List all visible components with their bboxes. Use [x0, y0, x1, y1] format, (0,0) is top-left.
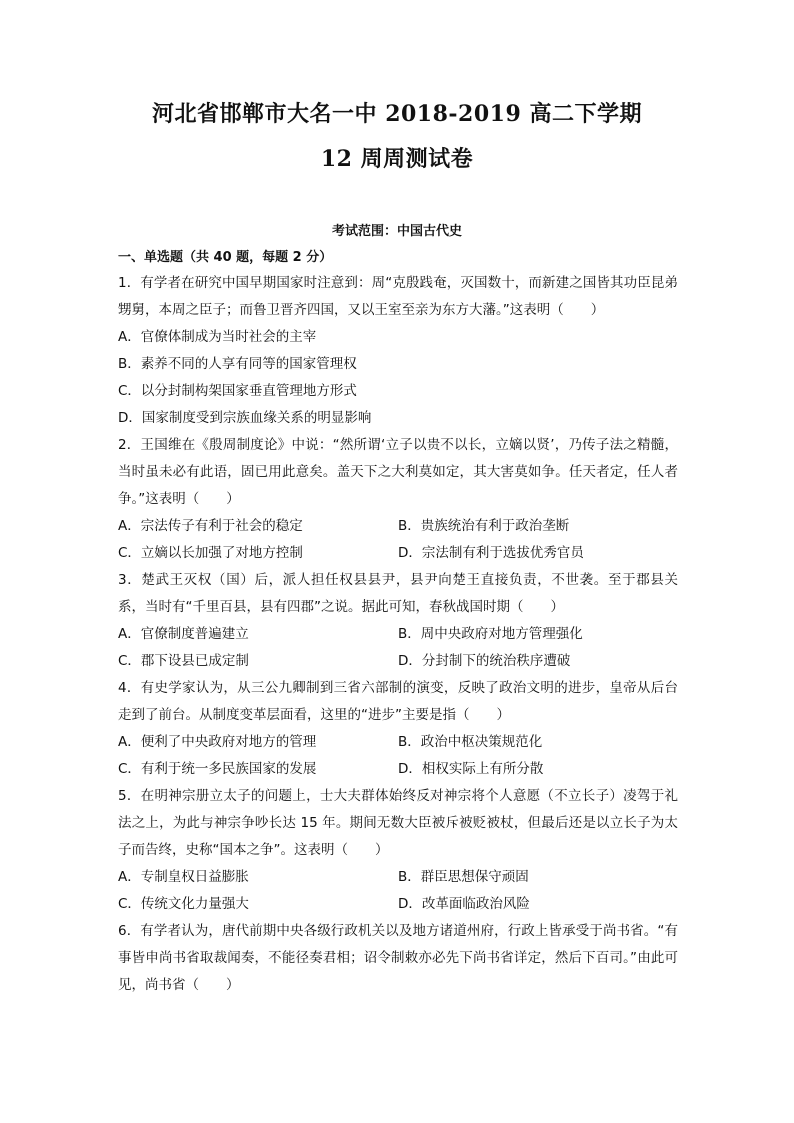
question-5 — [118, 783, 678, 918]
option-row — [118, 756, 678, 783]
option-b: B．群臣思想保守顽固 — [398, 869, 529, 885]
question-1 — [118, 270, 678, 432]
exam-title-line1: 河北省邯郸市大名一中 2018-2019 高二下学期 — [152, 101, 642, 127]
option-row — [118, 648, 678, 675]
option-d: D．宗法制有利于选拔优秀官员 — [398, 545, 584, 561]
question-stem: 2．王国维在《殷周制度论》中说：“然所谓‘立子以贵不以长，立嫡以贤’，乃传子法之精髓，当时虽未必有此语，固已用此意矣。盖天下之大利莫如定，其大害莫如争。任天者定，任人者争。”这表明（ ） — [118, 437, 678, 507]
exam-scope: 考试范围：中国古代史 — [331, 224, 462, 239]
option-a: A．便利了中央政府对地方的管理 — [118, 734, 317, 750]
exam-title-line2: 12 周周测试卷 — [320, 146, 474, 172]
question-6 — [118, 918, 678, 999]
option-c: C．郡下设县已成定制 — [118, 653, 249, 669]
section-heading: 一、单选题（共 40 题，每题 2 分） — [118, 250, 333, 265]
option-a: A．官僚体制成为当时社会的主宰 — [118, 329, 317, 345]
option-b: B．素养不同的人享有同等的国家管理权 — [118, 356, 357, 372]
option-c: C．立嫡以长加强了对地方控制 — [118, 545, 303, 561]
option-a: A．专制皇权日益膨胀 — [118, 869, 249, 885]
option-d: D．相权实际上有所分散 — [398, 761, 544, 777]
option-d: D．改革面临政治风险 — [398, 896, 530, 912]
option-row — [118, 621, 678, 648]
question-2 — [118, 432, 678, 567]
option-b: B．贵族统治有利于政治垄断 — [398, 518, 570, 534]
question-stem: 4．有史学家认为，从三公九卿制到三省六部制的演变，反映了政治文明的进步，皇帝从后台走到了前台。从制度变革层面看，这里的“进步”主要是指（ ） — [118, 680, 678, 723]
option-row — [118, 891, 678, 918]
option-c: C．有利于统一多民族国家的发展 — [118, 761, 317, 777]
option-a: A．宗法传子有利于社会的稳定 — [118, 518, 303, 534]
question-3 — [118, 567, 678, 675]
question-stem: 6．有学者认为，唐代前期中央各级行政机关以及地方诸道州府，行政上皆承受于尚书省。“有事皆申尚书省取裁闻奏，不能径奏君相；诏令制敕亦必先下尚书省详定，然后下百司。”由此可见，尚书省（ ） — [118, 923, 678, 993]
option-row — [118, 513, 678, 540]
option-a: A．官僚制度普遍建立 — [118, 626, 249, 642]
option-d: D．分封制下的统治秩序遭破 — [398, 653, 571, 669]
option-b: B．周中央政府对地方管理强化 — [398, 626, 583, 642]
option-row — [118, 864, 678, 891]
question-list — [118, 270, 678, 999]
option-row — [118, 540, 678, 567]
option-d: D．国家制度受到宗族血缘关系的明显影响 — [118, 410, 372, 426]
option-b: B．政治中枢决策规范化 — [398, 734, 543, 750]
question-stem: 3．楚武王灭权（国）后，派人担任权县县尹，县尹向楚王直接负责，不世袭。至于郡县关系，当时有“千里百县，县有四郡”之说。据此可知，春秋战国时期（ ） — [118, 572, 678, 615]
question-stem: 1．有学者在研究中国早期国家时注意到：周“克殷践奄，灭国数十，而新建之国皆其功臣昆弟甥舅，本周之臣子；而鲁卫晋齐四国，又以王室至亲为东方大藩。”这表明（ ） — [118, 275, 678, 318]
option-c: C．传统文化力量强大 — [118, 896, 249, 912]
option-row — [118, 729, 678, 756]
question-4 — [118, 675, 678, 783]
question-stem: 5．在明神宗册立太子的问题上，士大夫群体始终反对神宗将个人意愿（不立长子）凌驾于礼法之上，为此与神宗争吵长达 15 年。期间无数大臣被斥被贬被杖，但最后还是以立长子为太子而告终，史称“国本之争”。这表明（ ） — [118, 788, 678, 858]
option-c: C．以分封制构架国家垂直管理地方形式 — [118, 383, 357, 399]
